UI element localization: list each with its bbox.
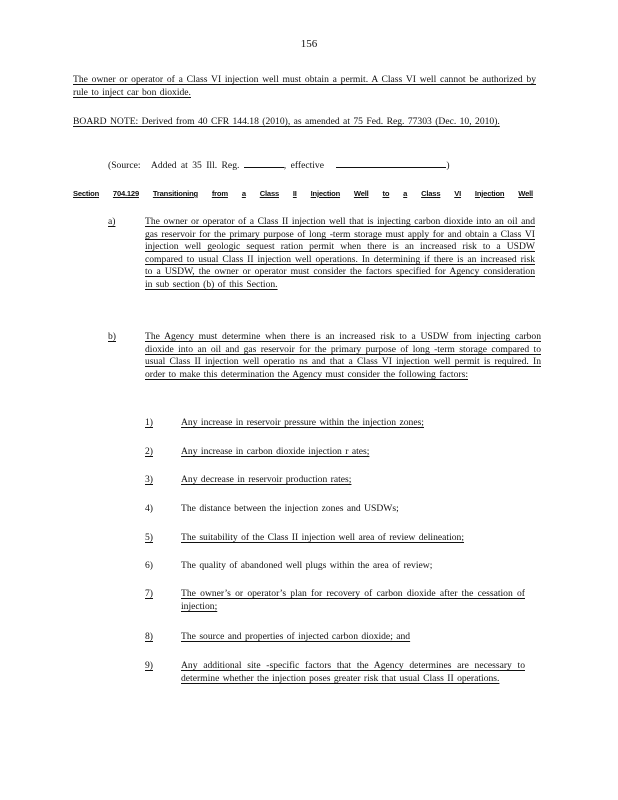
factor-text: The source and properties of injected carbon dioxide; and <box>181 631 411 642</box>
subsection-text: The Agency must determine when there is an increased risk to a USDW from injecting carbon dioxide into an oil and gas reservoir for the primary purpose of long -term storage compared to usual Class II injection well operatio ns and that a Class VI injection well permit is required. In order to make this determination the Agency must consider the following factors: <box>145 331 541 380</box>
factor-text: The distance between the injection zones and USDWs; <box>181 503 399 514</box>
factor-item <box>145 474 525 488</box>
factor-text-block <box>181 446 525 459</box>
intro-paragraph <box>73 74 536 99</box>
factor-text-block <box>181 503 525 516</box>
source-suffix: ) <box>446 160 450 171</box>
factor-item <box>145 588 525 616</box>
factor-text: Any increase in reservoir pressure within the injection zones; <box>181 417 424 428</box>
source-note <box>108 158 528 173</box>
heading-word: a <box>241 189 246 198</box>
factor-text-block <box>181 532 525 545</box>
factor-item <box>145 660 525 702</box>
factor-marker: 7) <box>145 588 153 599</box>
factor-text-block <box>181 631 525 644</box>
heading-word: Section <box>73 189 100 198</box>
heading-word: Transitioning <box>152 189 198 198</box>
factor-item <box>145 417 525 431</box>
factor-text: The quality of abandoned well plugs within the area of review; <box>181 560 433 571</box>
section-heading <box>73 189 533 198</box>
factor-text: The suitability of the Class II injection well area of review delineation; <box>181 532 465 543</box>
source-prefix: (Source: <box>108 160 141 171</box>
factor-text: The owner’s or operator’s plan for recovery of carbon dioxide after the cessation of injection; <box>181 588 525 612</box>
heading-word: Class <box>259 189 279 198</box>
page-number: 156 <box>300 38 318 50</box>
heading-word: from <box>211 189 228 198</box>
factor-text-block <box>181 588 525 613</box>
subsection-text-block <box>145 216 535 292</box>
heading-word: Class <box>421 189 441 198</box>
factor-item <box>145 560 525 574</box>
factor-marker: 6) <box>145 560 153 571</box>
factor-marker: 3) <box>145 474 153 485</box>
factor-text: Any additional site -specific factors that the Agency determines are necessary to determine whether the injection poses greater risk that usual Class II operations. <box>181 660 525 684</box>
board-note <box>73 116 536 129</box>
subsection-text: The owner or operator of a Class II injection well that is injecting carbon dioxide into an oil and gas reservoir for the primary purpose of long -term storage must apply for and obtain a Class VI injection well geologic sequest ration permit when there is an increased risk to a USDW compared to usual Class II injection well operations. In determining if there is an increased risk to a USDW, the owner or operator must consider the factors specified for Agency consideration in sub section (b) of this Section. <box>145 216 535 290</box>
factor-text-block <box>181 560 525 573</box>
subsection-b <box>108 331 542 407</box>
factor-marker: 2) <box>145 446 153 457</box>
heading-word: 704.129 <box>112 189 139 198</box>
factor-text-block <box>181 660 525 685</box>
source-reg-blank <box>244 158 284 168</box>
factor-text: Any decrease in reservoir production rates; <box>181 474 352 485</box>
subsection-text-block <box>145 331 541 381</box>
factor-text-block <box>181 417 525 430</box>
factor-item <box>145 503 525 517</box>
board-note-text: BOARD NOTE: Derived from 40 CFR 144.18 (2010), as amended at 75 Fed. Reg. 77303 (Dec. 10, 2010). <box>73 116 500 127</box>
subsection-marker: b) <box>108 331 116 342</box>
factor-marker: 4) <box>145 503 153 514</box>
factor-text: Any increase in carbon dioxide injection r ates; <box>181 446 370 457</box>
factor-marker: 9) <box>145 660 153 671</box>
source-date-blank <box>336 158 446 168</box>
subsection-a <box>108 216 536 316</box>
heading-word: to <box>382 189 390 198</box>
heading-word: a <box>403 189 408 198</box>
heading-word: II <box>292 189 297 198</box>
factor-item <box>145 446 525 460</box>
factor-marker: 1) <box>145 417 153 428</box>
intro-text: The owner or operator of a Class VI injection well must obtain a permit. A Class VI well cannot be authorized by rule to inject car bon dioxide. <box>73 74 536 98</box>
heading-word: Injection <box>474 189 505 198</box>
source-effective: , effective <box>283 160 324 171</box>
heading-word: Well <box>353 189 369 198</box>
source-middle: Added at 35 Ill. Reg. <box>150 160 240 171</box>
factor-text-block <box>181 474 525 487</box>
factor-marker: 5) <box>145 532 153 543</box>
factor-item <box>145 631 525 645</box>
factor-item <box>145 532 525 546</box>
heading-word: VI <box>454 189 462 198</box>
subsection-marker: a) <box>108 216 116 227</box>
factor-marker: 8) <box>145 631 153 642</box>
heading-word: Injection <box>310 189 341 198</box>
heading-word: Well <box>518 189 533 198</box>
